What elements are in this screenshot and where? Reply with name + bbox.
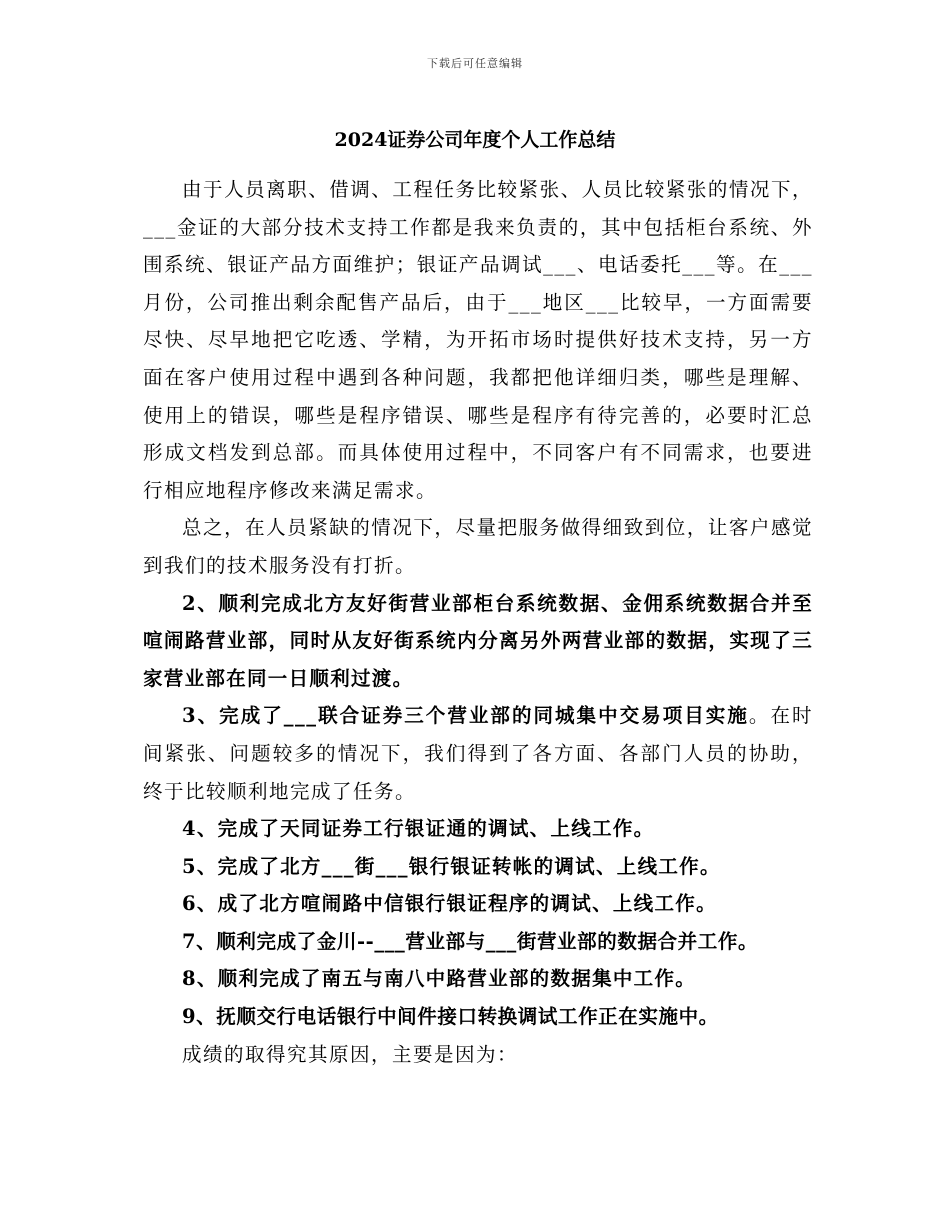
list-item-4: 4、完成了天同证券工行银证通的调试、上线工作。	[182, 817, 655, 841]
paragraph-summary: 总之，在人员紧缺的情况下，尽量把服务做得细致到位，让客户感觉到我们的技术服务没有打折。	[143, 516, 813, 577]
list-item-9: 9、抚顺交行电话银行中间件接口转换调试工作正在实施中。	[182, 1005, 719, 1029]
list-item-3-bold: 3、完成了___联合证券三个营业部的同城集中交易项目实施	[182, 704, 749, 728]
list-item-7: 7、顺利完成了金川--___营业部与___街营业部的数据合并工作。	[182, 929, 759, 953]
header-note: 下载后可任意编辑	[427, 57, 523, 70]
paragraph-technical-support: 由于人员离职、借调、工程任务比较紧张、人员比较紧张的情况下，___金证的大部分技术支持工作都是我来负责的，其中包括柜台系统、外围系统、银证产品方面维护；银证产品调试___、电话委托___等。在___月份，公司推出剩余配售产品后，由于___地区___比较早，一方面需要尽快、尽早地把它吃透、学精，为开拓市场时提供好技术支持，另一方面在客户使用过程中遇到各种问题，我都把他详细归类，哪些是理解、使用上的错误，哪些是程序错误、哪些是程序有待完善的，必要时汇总形成文档发到总部。而具体使用过程中，不同客户有不同需求，也要进行相应地程序修改来满足需求。	[143, 178, 813, 502]
list-item-8: 8、顺利完成了南五与南八中路营业部的数据集中工作。	[182, 967, 697, 991]
document-title: 2024证券公司年度个人工作总结	[334, 129, 616, 151]
list-item-3-rest: 。在时间紧张、问题较多的情况下，我们得到了各方面、各部门人员的协助，终于比较顺利地完成了任务。	[143, 704, 813, 803]
list-item-2: 2、顺利完成北方友好街营业部柜台系统数据、金佣系统数据合并至喧闹路营业部，同时从友好街系统内分离另外两营业部的数据，实现了三家营业部在同一日顺利过渡。	[143, 591, 813, 690]
closing-line: 成绩的取得究其原因，主要是因为：	[182, 1042, 519, 1066]
list-item-3	[143, 697, 813, 810]
document-body	[143, 171, 813, 1073]
list-item-6: 6、成了北方喧闹路中信银行银证程序的调试、上线工作。	[182, 892, 717, 916]
list-item-5: 5、完成了北方___街___银行银证转帐的调试、上线工作。	[182, 854, 721, 878]
